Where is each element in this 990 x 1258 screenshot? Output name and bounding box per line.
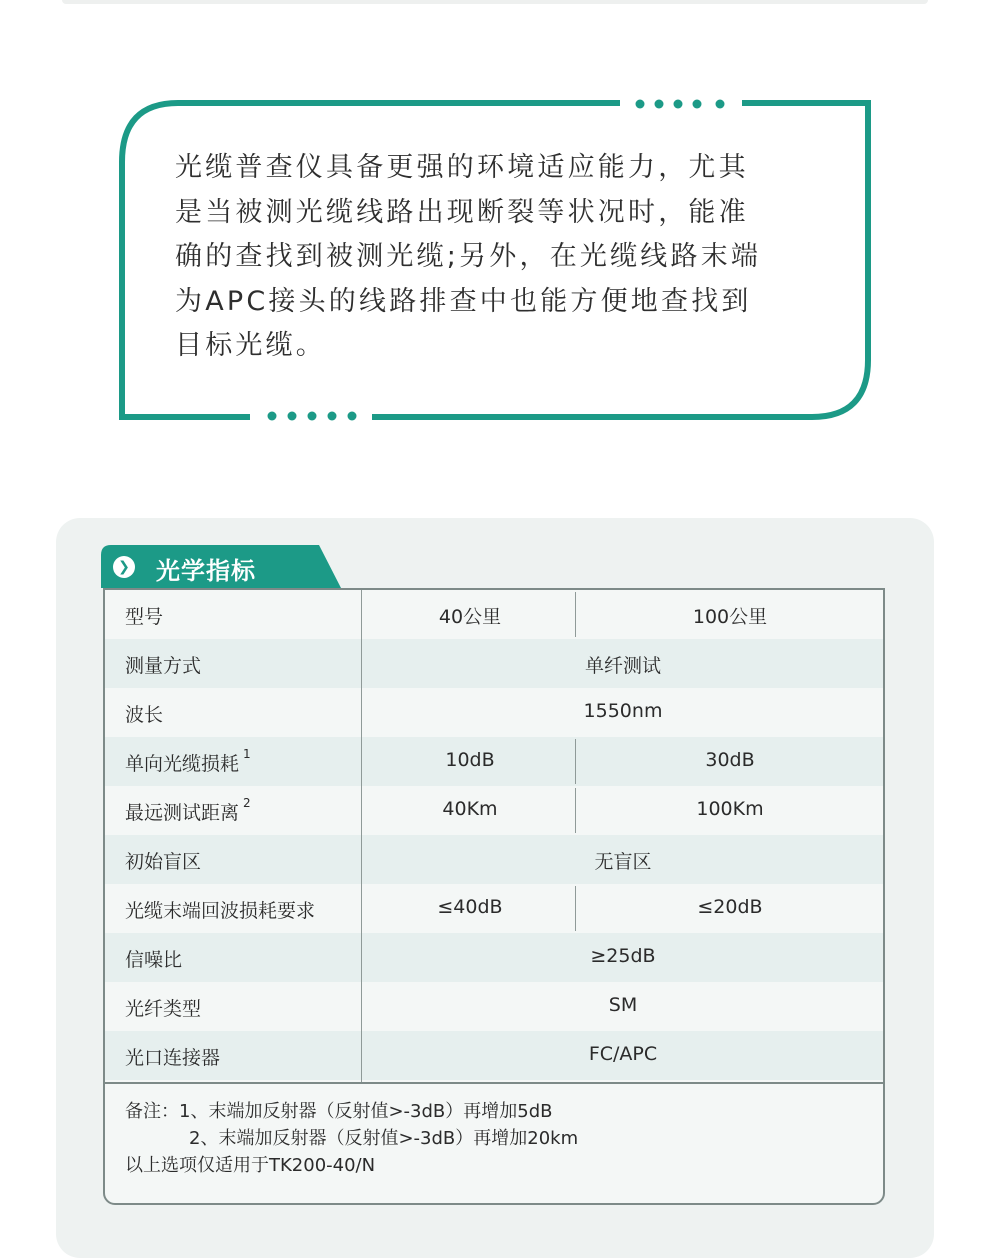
note-line: 备注：1、末端加反射器（反射值>-3dB）再增加5dB bbox=[125, 1101, 553, 1122]
notes-divider bbox=[105, 1082, 883, 1084]
row-label: 光纤类型 bbox=[125, 998, 202, 1020]
cell-value: 1550nm bbox=[583, 700, 663, 722]
cell-value: 无盲区 bbox=[594, 851, 652, 873]
note-line: 以上选项仅适用于TK200-40/N bbox=[125, 1155, 376, 1176]
row-label-text: 单向光缆损耗 bbox=[125, 753, 240, 775]
row-label: 信噪比 bbox=[125, 949, 183, 971]
cell-value: SM bbox=[608, 994, 638, 1016]
top-dots bbox=[636, 100, 725, 109]
row-label: 光口连接器 bbox=[125, 1047, 221, 1069]
cell-value: 40Km bbox=[442, 798, 498, 820]
table-row bbox=[105, 590, 883, 639]
cell-value: 30dB bbox=[705, 749, 755, 771]
quote-line: 目标光缆。 bbox=[175, 330, 326, 361]
column-divider bbox=[575, 739, 576, 784]
cell-value: 40公里 bbox=[438, 606, 502, 628]
quote-line: 确的查找到被测光缆;另外，在光缆线路末端 bbox=[175, 241, 762, 272]
quote-line: 光缆普查仪具备更强的环境适应能力，尤其 bbox=[175, 152, 749, 183]
row-label: 测量方式 bbox=[125, 655, 202, 677]
table-row bbox=[105, 1031, 883, 1080]
notes bbox=[125, 1098, 578, 1179]
column-divider bbox=[575, 592, 576, 637]
footnote-marker: 2 bbox=[243, 796, 251, 810]
cell-value: 100Km bbox=[696, 798, 764, 820]
cell-value: 100公里 bbox=[692, 606, 768, 628]
column-divider bbox=[575, 788, 576, 833]
spec-table bbox=[103, 588, 885, 1205]
chevron-right-icon: ❯ bbox=[113, 556, 135, 578]
section-title: 光学指标 bbox=[156, 557, 256, 585]
section-tab bbox=[101, 545, 341, 588]
row-label-text: 最远测试距离 bbox=[125, 802, 240, 824]
cell-value: 10dB bbox=[445, 749, 495, 771]
table-row bbox=[105, 933, 883, 982]
row-label: 初始盲区 bbox=[125, 851, 202, 873]
table-row bbox=[105, 982, 883, 1031]
footnote-marker: 1 bbox=[243, 747, 251, 761]
cell-value: ≥25dB bbox=[590, 945, 656, 967]
row-label bbox=[125, 749, 251, 776]
table-row bbox=[105, 884, 883, 933]
cell-value: ≤40dB bbox=[437, 896, 503, 918]
table-row bbox=[105, 786, 883, 835]
bottom-dots bbox=[268, 412, 357, 421]
column-divider bbox=[361, 590, 362, 1082]
cell-value: 单纤测试 bbox=[584, 655, 661, 677]
row-label: 光缆末端回波损耗要求 bbox=[125, 900, 316, 922]
cell-value: ≤20dB bbox=[697, 896, 763, 918]
table-row bbox=[105, 835, 883, 884]
table-row bbox=[105, 639, 883, 688]
cell-value: FC/APC bbox=[588, 1043, 658, 1065]
note-line: 2、末端加反射器（反射值>-3dB）再增加20km bbox=[189, 1128, 579, 1149]
quote-line: 为APC接头的线路排查中也能方便地查找到 bbox=[175, 285, 752, 317]
table-row bbox=[105, 737, 883, 786]
column-divider bbox=[575, 886, 576, 931]
row-label: 型号 bbox=[125, 606, 164, 628]
quote-text bbox=[175, 146, 835, 369]
table-row bbox=[105, 688, 883, 737]
row-label bbox=[125, 798, 251, 825]
quote-line: 是当被测光缆线路出现断裂等状况时，能准 bbox=[175, 196, 749, 228]
row-label: 波长 bbox=[125, 704, 164, 726]
